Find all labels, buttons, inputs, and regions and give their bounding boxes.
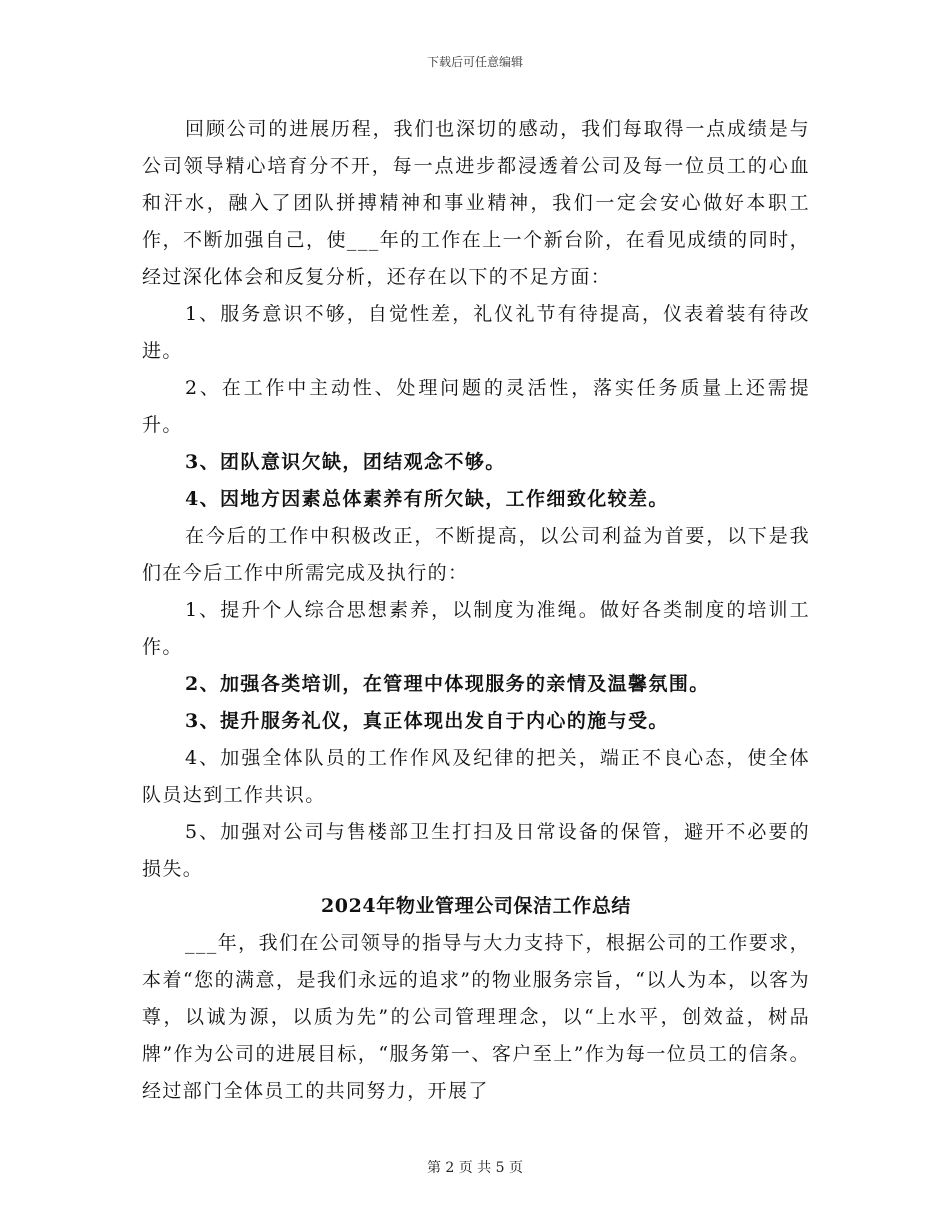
list-item-action-3: 3、提升服务礼仪，真正体现出发自于内心的施与受。	[185, 710, 669, 732]
list-item-shortcoming-3: 3、团队意识欠缺，团结观念不够。	[185, 451, 506, 473]
list-item-action-4: 4、加强全体队员的工作作风及纪律的把关，端正不良心态，使全体队员达到工作共识。	[142, 747, 810, 806]
list-item-action-5: 5、加强对公司与售楼部卫生打扫及日常设备的保管，避开不必要的损失。	[142, 821, 810, 880]
page-header: 下载后可任意编辑	[426, 55, 523, 69]
list-item-shortcoming-2: 2、在工作中主动性、处理问题的灵活性，落实任务质量上还需提升。	[142, 377, 810, 436]
paragraph-review: 回顾公司的进展历程，我们也深切的感动，我们每取得一点成绩是与公司领导精心培育分不开，每一点进步都浸透着公司及每一位员工的心血和汗水，融入了团队拼搏精神和事业精神，我们一定会安心做好本职工作，不断加强自己，使___年的工作在上一个新台阶，在看见成绩的同时，经过深化体会和反复分析，还存在以下的不足方面：	[142, 118, 810, 288]
page-number: 第 2 页 共 5 页	[426, 1160, 524, 1176]
paragraph-improvement: 在今后的工作中积极改正，不断提高，以公司利益为首要，以下是我们在今后工作中所需完成及执行的：	[142, 525, 810, 584]
list-item-action-1: 1、提升个人综合思想素养，以制度为准绳。做好各类制度的培训工作。	[142, 599, 810, 658]
list-item-shortcoming-1: 1、服务意识不够，自觉性差，礼仪礼节有待提高，仪表着装有待改进。	[142, 303, 810, 362]
section-title: 2024年物业管理公司保洁工作总结	[320, 895, 632, 917]
paragraph-intro: ___年，我们在公司领导的指导与大力支持下，根据公司的工作要求，本着“您的满意，是我们永远的追求”的物业服务宗旨，“以人为本，以客为尊，以诚为源，以质为先”的公司管理理念，以“上水平，创效益，树品牌”作为公司的进展目标，“服务第一、客户至上”作为每一位员工的信条。经过部门全体员工的共同努力，开展了	[142, 932, 810, 1102]
list-item-shortcoming-4: 4、因地方因素总体素养有所欠缺，工作细致化较差。	[185, 488, 669, 510]
document-body	[142, 111, 810, 1110]
list-item-action-2: 2、加强各类培训，在管理中体现服务的亲情及温馨氛围。	[185, 673, 710, 695]
